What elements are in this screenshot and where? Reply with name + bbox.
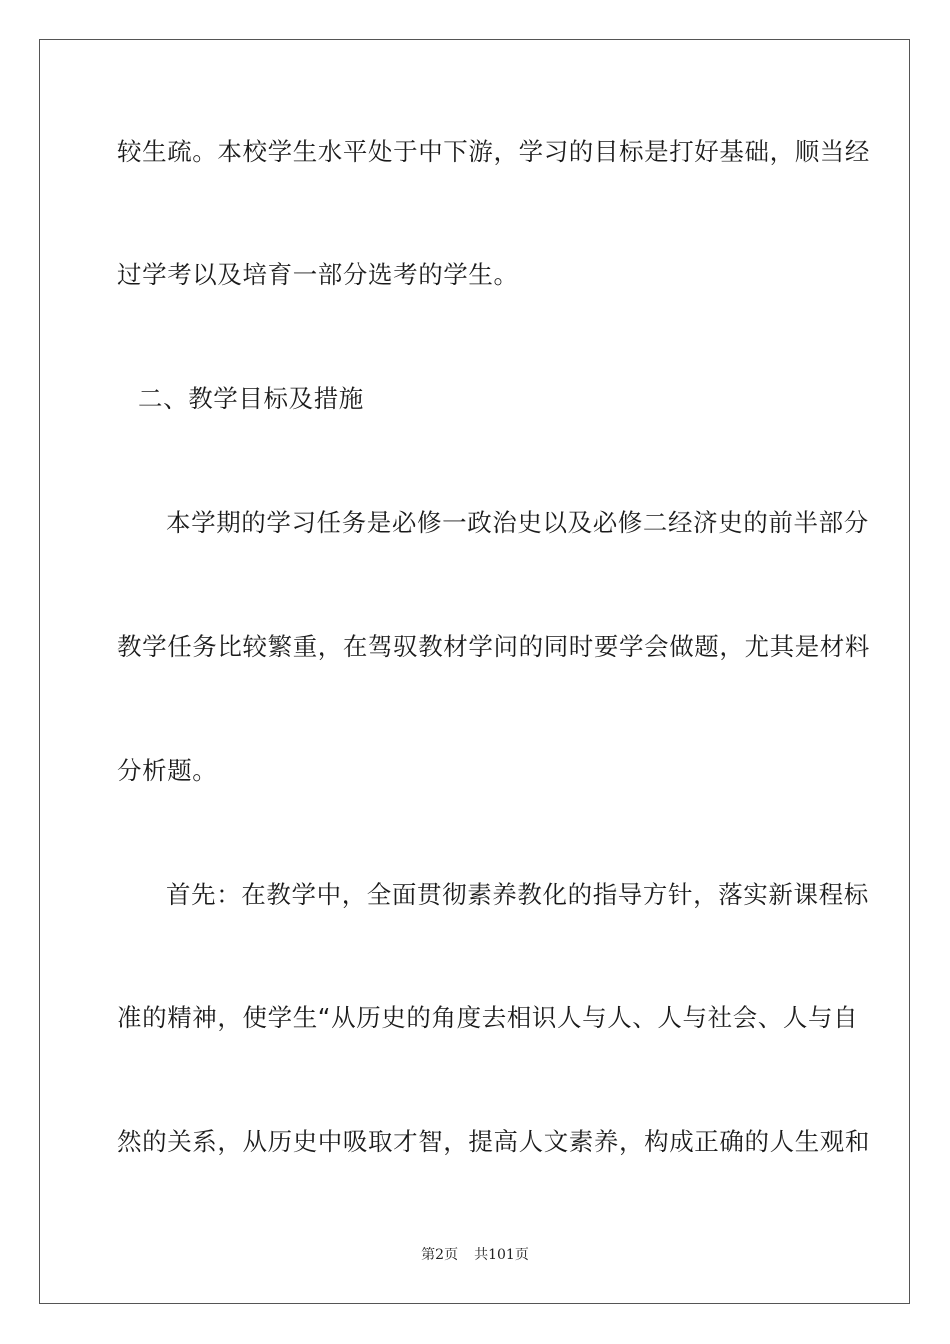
body-text-line-9: 然的关系，从历史中吸取才智，提高人文素养，构成正确的人生观和: [117, 1127, 870, 1156]
page-footer: [0, 1246, 950, 1264]
paragraph-first-line-1: 本学期的学习任务是必修一政治史以及必修二经济史的前半部分: [166, 508, 869, 537]
page-frame: [39, 39, 910, 1304]
body-text-line-8: 准的精神，使学生“从历史的角度去相识人与人、人与社会、人与自: [117, 1003, 859, 1032]
body-text-line-6: 分析题。: [117, 756, 218, 785]
paragraph-first-line-2: 首先：在教学中，全面贯彻素养教化的指导方针，落实新课程标: [166, 880, 869, 909]
body-text-line-5: 教学任务比较繁重，在驾驭教材学问的同时要学会做题，尤其是材料: [117, 632, 870, 661]
body-text-line-2: 过学考以及培育一部分选考的学生。: [117, 260, 519, 289]
page-total: 共101页: [474, 1247, 529, 1263]
section-heading: 二、教学目标及措施: [138, 384, 364, 413]
body-text-line-1: 较生疏。本校学生水平处于中下游，学习的目标是打好基础，顺当经: [117, 137, 870, 166]
page-number: 第2页: [421, 1247, 459, 1263]
